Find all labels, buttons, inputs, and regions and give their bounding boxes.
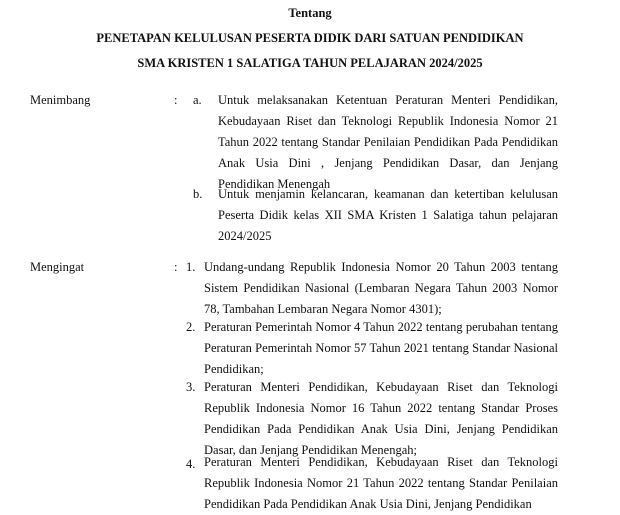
mengingat-label: Mengingat <box>30 260 85 274</box>
title-line-2: SMA KRISTEN 1 SALATIGA TAHUN PELAJARAN 2024/2025 <box>137 56 483 70</box>
menimbang-item-marker: a. <box>193 93 202 107</box>
mengingat-item-text: Peraturan Menteri Pendidikan, Kebudayaan Riset dan Teknologi Republik Indonesia Nomor 21 Tahun 2022 tentang Standar Penilaian Pendidikan Pada Pendidikan Anak Usia Dini, Jenjang Pendidikan <box>204 455 558 511</box>
mengingat-item-marker: 1. <box>186 260 196 274</box>
menimbang-item-text: Untuk melaksanakan Ketentuan Peraturan Menteri Pendidikan, Kebudayaan Riset dan Teknologi Republik Indonesia Nomor 21 Tahun 2022 tentang Standar Penilaian Pendidikan Pada Pendidikan Anak Usia Dini , Jenjang Pendidikan Dasar, dan Jenjang Pendidikan Menengah <box>218 93 558 191</box>
mengingat-item-marker: 3. <box>186 380 196 394</box>
mengingat-item-marker: 2. <box>186 320 196 334</box>
mengingat-item-text: Peraturan Menteri Pendidikan, Kebudayaan Riset dan Teknologi Republik Indonesia Nomor 16 Tahun 2022 tentang Standar Proses Pendidikan Pada Pendidikan Anak Usia Dini, Jenjang Pendidikan Dasar, dan Jenjang Pendidikan Menengah; <box>204 380 558 457</box>
menimbang-label: Menimbang <box>30 93 91 107</box>
menimbang-item-marker: b. <box>193 187 203 201</box>
mengingat-item-marker: 4. <box>186 457 196 471</box>
menimbang-item-text: Untuk menjamin kelancaran, keamanan dan ketertiban kelulusan Peserta Didik kelas XII SMA Kristen 1 Salatiga tahun pelajaran 2024/2025 <box>218 187 558 243</box>
mengingat-item-text: Undang-undang Republik Indonesia Nomor 20 Tahun 2003 tentang Sistem Pendidikan Nasional (Lembaran Negara Tahun 2003 Nomor 78, Tambahan Lembaran Negara Nomor 4301); <box>204 260 558 316</box>
mengingat-colon: : <box>174 260 178 274</box>
mengingat-item-text: Peraturan Pemerintah Nomor 4 Tahun 2022 tentang perubahan tentang Peraturan Pemerintah Nomor 57 Tahun 2021 tentang Standar Nasional Pendidikan; <box>204 320 558 376</box>
menimbang-colon: : <box>174 93 178 107</box>
tentang-heading: Tentang <box>288 6 332 20</box>
title-line-1: PENETAPAN KELULUSAN PESERTA DIDIK DARI SATUAN PENDIDIKAN <box>96 31 524 45</box>
